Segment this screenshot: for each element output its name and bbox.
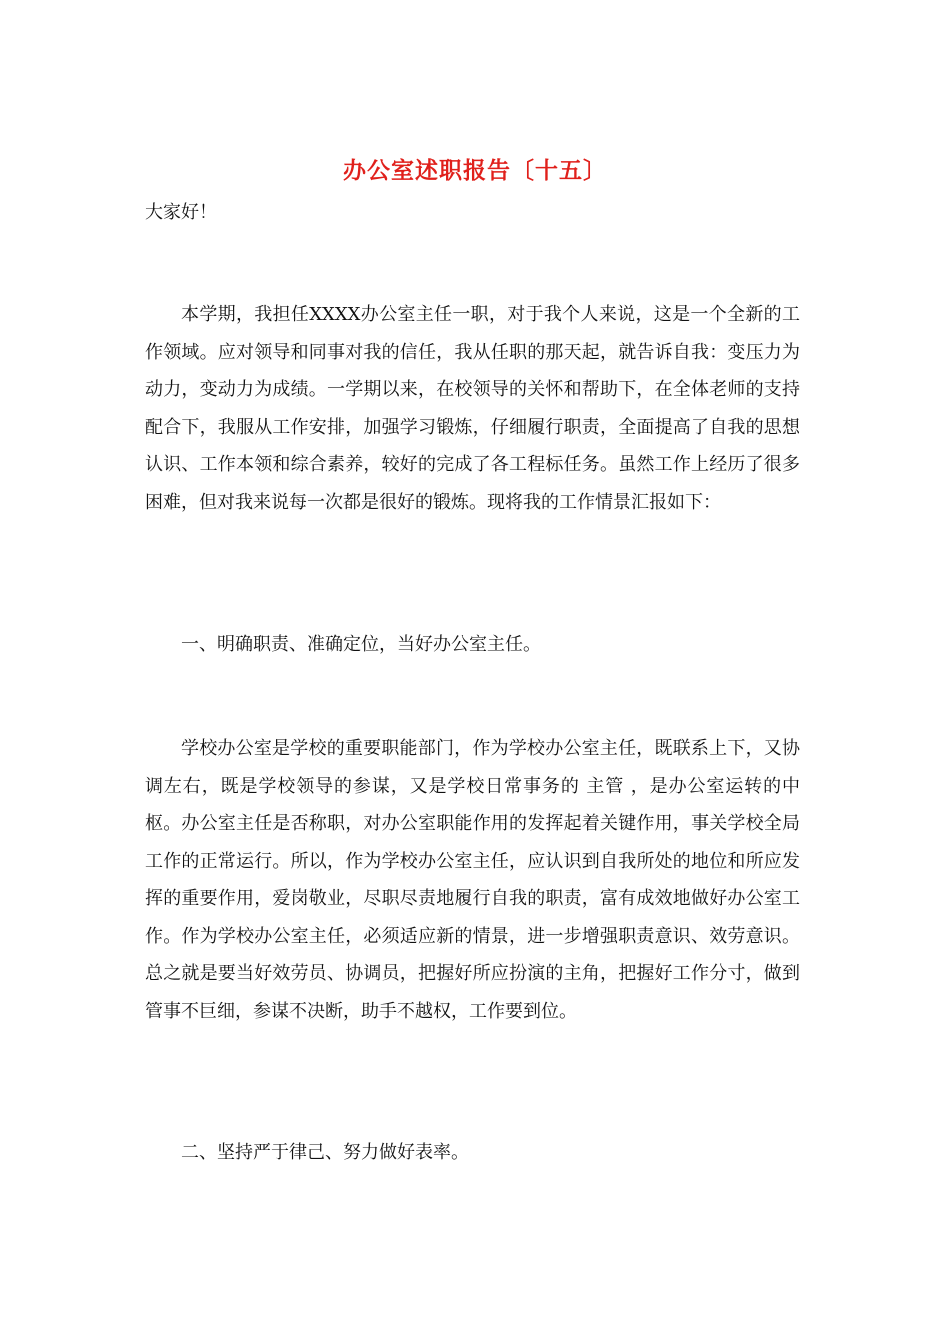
greeting-text: 大家好！ bbox=[145, 202, 217, 223]
paragraph-section-1: 学校办公室是学校的重要职能部门，作为学校办公室主任，既联系上下，又协调左右，既是学校领导的参谋，又是学校日常事务的 主管 ，是办公室运转的中枢。办公室主任是否称职，对办公室职能作用的发挥起着关键作用，事关学校全局工作的正常运行。所以，作为学校办公室主任，应认识到自我所处的地位和所应发挥的重要作用，爱岗敬业，尽职尽责地履行自我的职责，富有成效地做好办公室工作。作为学校办公室主任，必须适应新的情景，进一步增强职责意识、效劳意识。总之就是要当好效劳员、协调员，把握好所应扮演的主角，把握好工作分寸，做到管事不巨细，参谋不决断，助手不越权，工作要到位。 bbox=[145, 738, 800, 1022]
paragraph-intro: 本学期，我担任XXXX办公室主任一职，对于我个人来说，这是一个全新的工作领域。应对领导和同事对我的信任，我从任职的那天起，就告诉自我：变压力为动力，变动力为成绩。一学期以来，在校领导的关怀和帮助下，在全体老师的支持配合下，我服从工作安排，加强学习锻炼，仔细履行职责，全面提高了自我的思想认识、工作本领和综合素养，较好的完成了各工程标任务。虽然工作上经历了很多困难，但对我来说每一次都是很好的锻炼。现将我的工作情景汇报如下： bbox=[145, 304, 800, 513]
section-heading-2: 二、坚持严于律己、努力做好表率。 bbox=[181, 1142, 469, 1163]
section-heading-1: 一、明确职责、准确定位，当好办公室主任。 bbox=[181, 634, 541, 655]
document-title: 办公室述职报告〔十五〕 bbox=[343, 157, 607, 184]
